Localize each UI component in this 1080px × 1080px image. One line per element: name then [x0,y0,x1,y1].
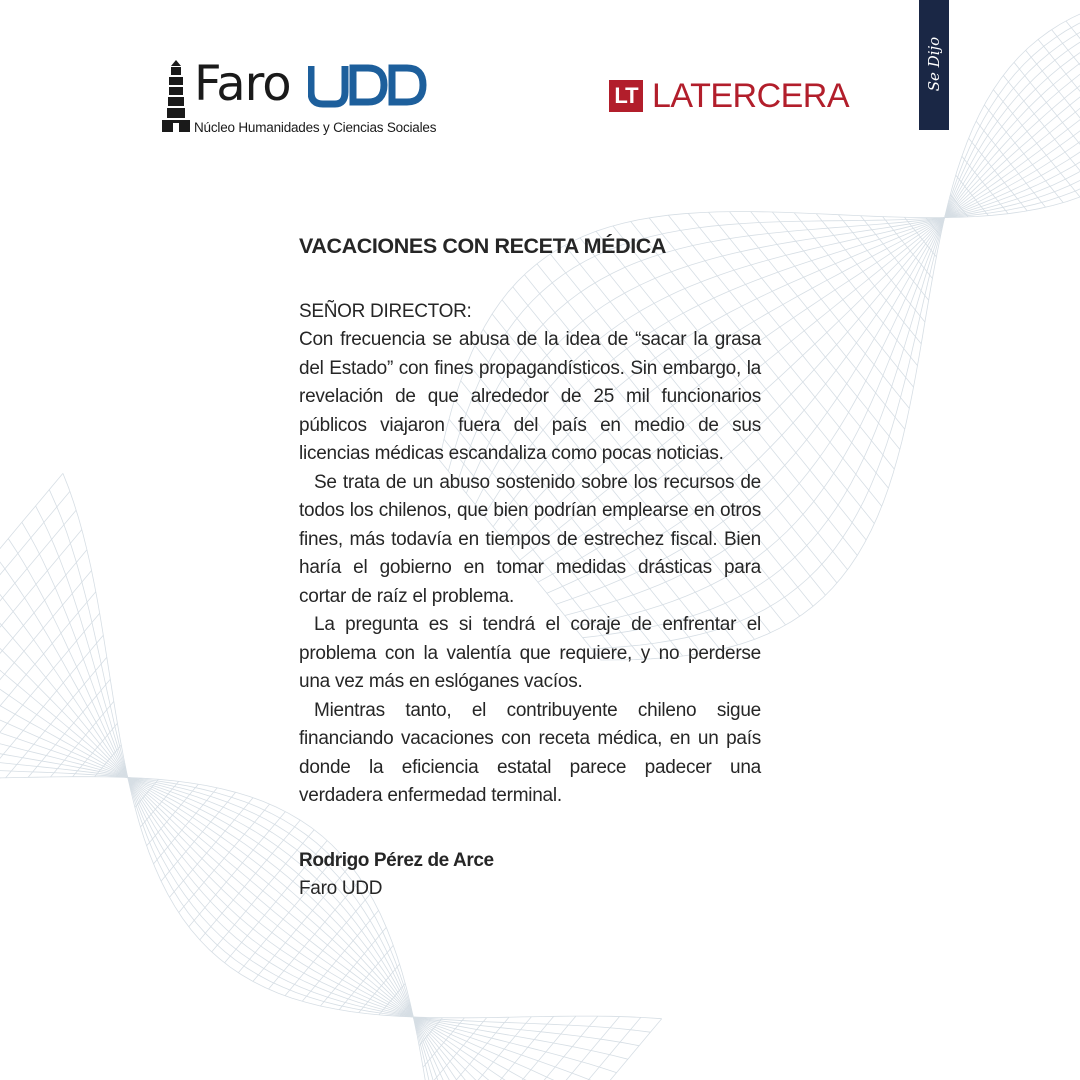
author-name: Rodrigo Pérez de Arce [299,849,494,871]
paragraph-2: Se trata de un abuso sostenido sobre los recursos de todos los chilenos, que bien podrían emplearse en otros fines, más todavía en tiempos de estrechez fiscal. Bien haría el gobierno en tomar medidas drásticas para cortar de raíz el problema. [299,471,761,607]
faro-udd-logo [160,58,440,140]
faro-subtitle: Núcleo Humanidades y Ciencias Sociales [194,120,437,135]
article-headline: VACACIONES CON RECETA MÉDICA [299,234,667,258]
article-body [299,326,761,811]
author-affiliation: Faro UDD [299,877,383,899]
lt-badge: LT [609,80,643,112]
lighthouse-icon [162,60,190,136]
salutation: SEÑOR DIRECTOR: [299,301,472,322]
letter-article [299,232,761,903]
faro-wordmark: Faro [194,56,291,112]
se-dijo-label: Se Dijo [925,36,943,92]
udd-wordmark [308,62,428,108]
paragraph-3: La pregunta es si tendrá el coraje de enfrentar el problema con la valentía que requiere, y no perderse una vez más en eslóganes vacíos. [299,614,761,692]
svg-text:UDD: UDD [308,62,311,63]
la-tercera-name: LATERCERA [652,77,850,115]
se-dijo-tab [919,0,949,130]
paragraph-4: Mientras tanto, el contribuyente chileno sigue financiando vacaciones con receta médica, en un país donde la eficiencia estatal parece padecer una verdadera enfermedad terminal. [299,699,761,806]
paragraph-1: Con frecuencia se abusa de la idea de “sacar la grasa del Estado” con fines propagandísticos. Sin embargo, la revelación de que alrededor de 25 mil funcionarios públicos viajaron fuera del país en medio de sus licencias médicas escandaliza como pocas noticias. [299,329,761,464]
